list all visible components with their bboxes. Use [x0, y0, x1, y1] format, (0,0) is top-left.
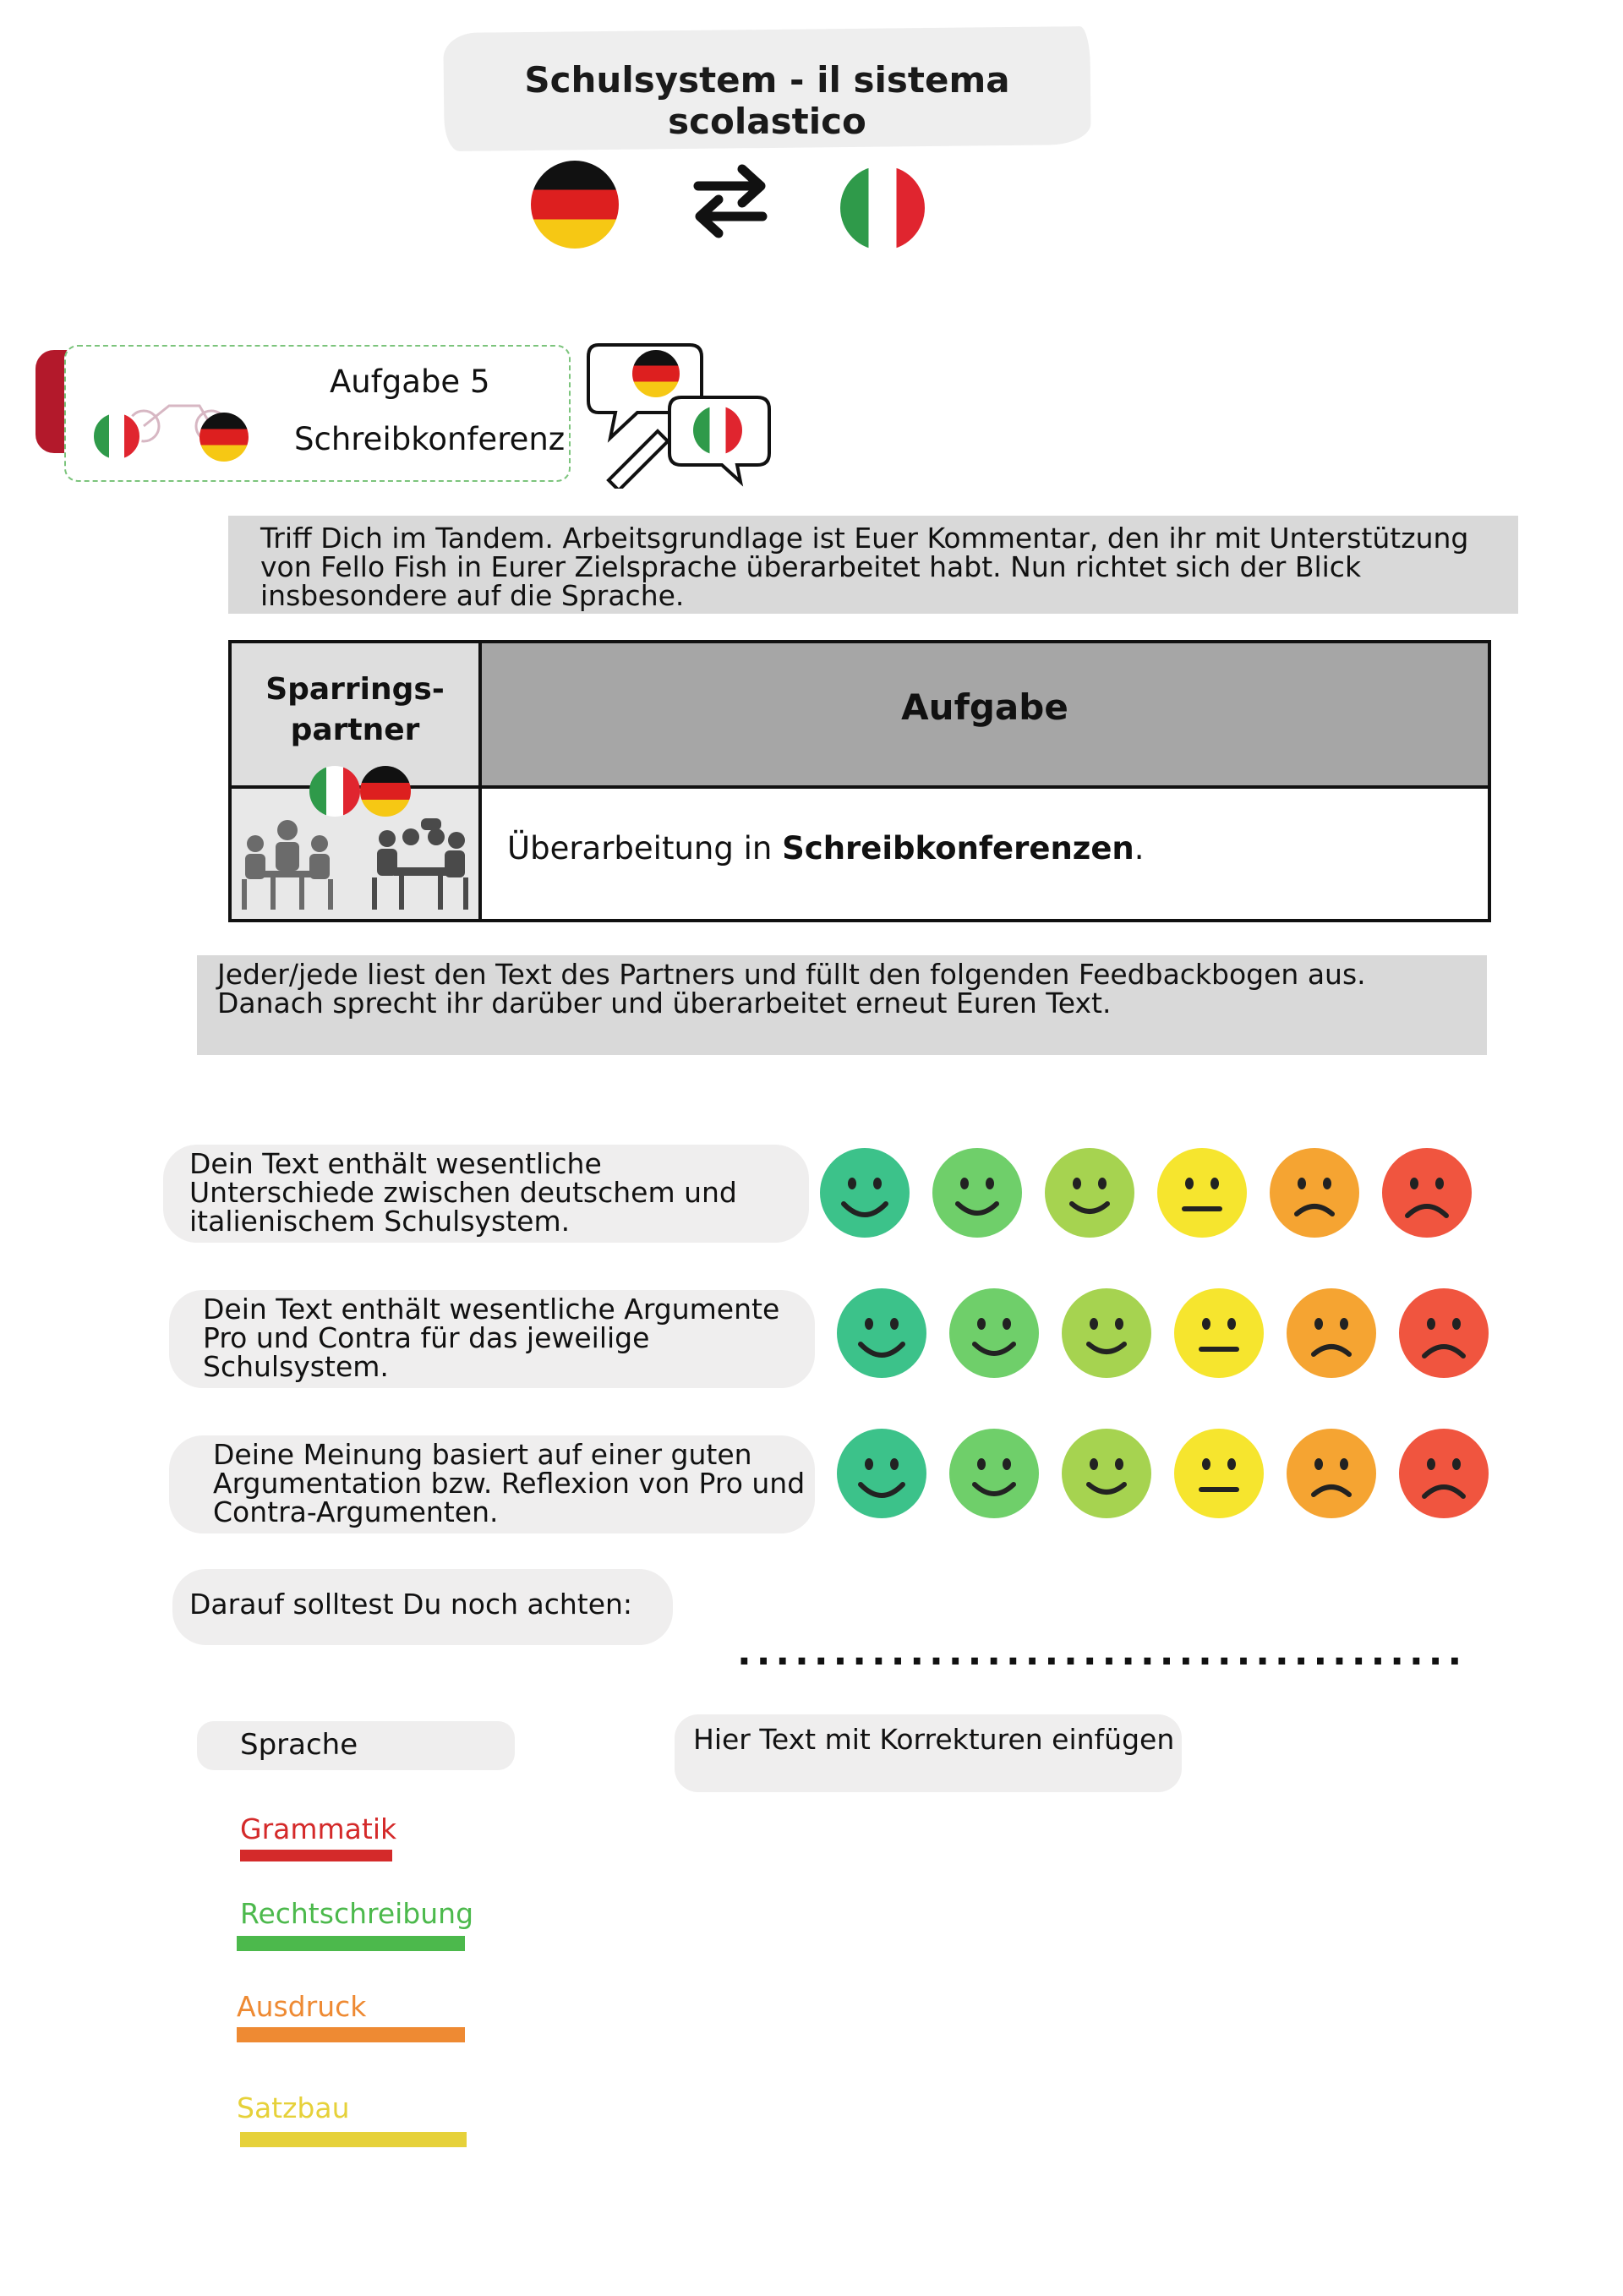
task-description-prefix: Überarbeitung in — [507, 830, 783, 866]
smiley-face-icon — [1174, 1288, 1264, 1378]
instruction-text — [217, 960, 1366, 1018]
smiley-face-icon — [932, 1148, 1022, 1238]
task-title: Aufgabe 5 — [330, 364, 490, 400]
task-description — [507, 830, 1145, 866]
question-line: Dein Text enthält wesentliche — [189, 1147, 602, 1180]
question-line: Deine Meinung basiert auf einer guten — [213, 1438, 752, 1471]
smiley-face-icon — [1287, 1429, 1376, 1518]
table-divider — [478, 643, 482, 919]
rating-option-1[interactable] — [820, 1148, 910, 1238]
rating-option-6[interactable] — [1399, 1288, 1489, 1378]
legend-ausdruck-bar — [237, 2027, 465, 2042]
feedback-question-text — [189, 1147, 737, 1238]
smiley-face-icon — [820, 1148, 910, 1238]
italy-flag-icon — [840, 166, 925, 250]
legend-rechtschreibung-bar — [237, 1936, 465, 1951]
task-header: Aufgabe — [901, 686, 1068, 728]
smiley-face-icon — [1382, 1148, 1472, 1238]
notes-label: Darauf solltest Du noch achten: — [189, 1588, 633, 1621]
italy-flag-icon — [309, 766, 360, 817]
instruction-line2: Danach sprecht ihr darüber und überarbeitet erneut Euren Text. — [217, 987, 1112, 1020]
rating-option-1[interactable] — [837, 1429, 926, 1518]
smiley-face-icon — [1270, 1148, 1359, 1238]
smiley-face-icon — [1399, 1429, 1489, 1518]
task-description-suffix: . — [1134, 830, 1145, 866]
smiley-face-icon — [1174, 1429, 1264, 1518]
rating-option-5[interactable] — [1287, 1288, 1376, 1378]
rating-option-4[interactable] — [1174, 1429, 1264, 1518]
task-description-bold: Schreibkonferenzen — [782, 830, 1134, 866]
smiley-face-icon — [1287, 1288, 1376, 1378]
legend-grammatik-bar — [240, 1850, 392, 1861]
swap-arrows-icon — [691, 161, 769, 242]
meeting-table-icon — [369, 818, 472, 913]
question-line: Dein Text enthält wesentliche Argumente — [203, 1293, 780, 1326]
page-title: Schulsystem - il sistema scolastico — [524, 59, 1010, 142]
germany-flag-icon — [632, 350, 680, 397]
notes-dotted-line: ...................................... — [737, 1631, 1467, 1674]
legend-satzbau-label: Satzbau — [237, 2091, 350, 2124]
partner-header — [232, 670, 478, 751]
rating-option-4[interactable] — [1157, 1148, 1247, 1238]
rating-option-2[interactable] — [949, 1288, 1039, 1378]
smiley-face-icon — [949, 1429, 1039, 1518]
smiley-face-icon — [1157, 1148, 1247, 1238]
people-discussion-icon — [237, 818, 338, 913]
italy-flag-icon — [91, 411, 142, 462]
question-line: Contra-Argumenten. — [213, 1495, 499, 1528]
germany-flag-icon — [199, 413, 249, 462]
feedback-question-text — [213, 1440, 805, 1527]
question-line: Argumentation bzw. Reflexion von Pro und — [213, 1467, 806, 1500]
partner-header-line2: partner — [290, 713, 420, 747]
italy-flag-icon — [693, 406, 742, 455]
speech-bubbles-icon — [587, 340, 773, 489]
rating-option-6[interactable] — [1382, 1148, 1472, 1238]
smiley-face-icon — [837, 1429, 926, 1518]
rating-option-2[interactable] — [932, 1148, 1022, 1238]
rating-option-5[interactable] — [1287, 1429, 1376, 1518]
smiley-face-icon — [1399, 1288, 1489, 1378]
rating-option-6[interactable] — [1399, 1429, 1489, 1518]
instruction-line1: Jeder/jede liest den Text des Partners und füllt den folgenden Feedbackbogen aus. — [217, 958, 1366, 991]
germany-flag-icon — [531, 161, 619, 249]
question-line: Unterschiede zwischen deutschem und — [189, 1176, 737, 1209]
smiley-face-icon — [1045, 1148, 1134, 1238]
task-subtitle: Schreibkonferenz — [294, 421, 566, 457]
rating-option-3[interactable] — [1062, 1288, 1151, 1378]
smiley-face-icon — [1062, 1429, 1151, 1518]
smiley-face-icon — [949, 1288, 1039, 1378]
rating-option-2[interactable] — [949, 1429, 1039, 1518]
legend-rechtschreibung-label: Rechtschreibung — [240, 1897, 474, 1930]
legend-ausdruck-label: Ausdruck — [237, 1990, 367, 2023]
rating-option-3[interactable] — [1045, 1148, 1134, 1238]
rating-option-1[interactable] — [837, 1288, 926, 1378]
feedback-question-text — [203, 1295, 779, 1381]
smiley-face-icon — [1062, 1288, 1151, 1378]
partner-header-line1: Sparrings- — [265, 672, 445, 707]
rating-option-5[interactable] — [1270, 1148, 1359, 1238]
rating-option-4[interactable] — [1174, 1288, 1264, 1378]
germany-flag-icon — [360, 766, 411, 817]
question-line: Pro und Contra für das jeweilige — [203, 1321, 650, 1354]
legend-grammatik-label: Grammatik — [240, 1812, 397, 1845]
language-label: Sprache — [240, 1728, 358, 1762]
question-line: italienischem Schulsystem. — [189, 1205, 571, 1238]
smiley-face-icon — [837, 1288, 926, 1378]
correction-placeholder[interactable]: Hier Text mit Korrekturen einfügen — [693, 1723, 1175, 1756]
legend-satzbau-bar — [240, 2132, 467, 2147]
question-line: Schulsystem. — [203, 1350, 389, 1383]
rating-option-3[interactable] — [1062, 1429, 1151, 1518]
intro-text: Triff Dich im Tandem. Arbeitsgrundlage ist Euer Kommentar, den ihr mit Unterstützung von Fello Fish in Eurer Zielsprache überarbeitet habt. Nun richtet sich der Blick insbesondere auf die Sprache. — [260, 522, 1469, 612]
table-divider — [232, 785, 1488, 789]
